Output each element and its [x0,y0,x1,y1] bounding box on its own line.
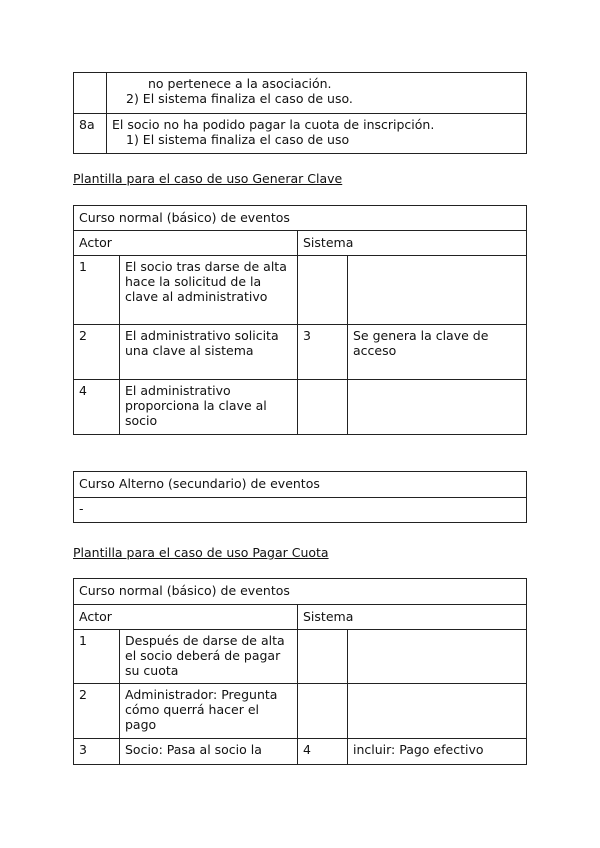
actor-step-number: 3 [74,739,120,765]
section-title-pagar-cuota: Plantilla para el caso de uso Pagar Cuota [73,545,329,560]
actor-header: Actor [74,605,298,630]
course-header: Curso normal (básico) de eventos [74,579,527,605]
alterno-value: - [74,498,527,523]
section-title-generar-clave: Plantilla para el caso de uso Generar Clave [73,171,343,186]
step-number: 8a [74,114,107,154]
course-header: Curso normal (básico) de eventos [74,206,527,231]
table-row [74,256,527,325]
text-line: El socio no ha podido pagar la cuota de inscripción. [112,117,435,132]
step-text [107,73,527,114]
system-step-text [348,380,527,435]
system-step-text [348,684,527,739]
system-step-number [298,630,348,684]
top-flow-table [73,72,527,154]
actor-step-number: 2 [74,325,120,380]
actor-step-number: 2 [74,684,120,739]
table-row [74,114,527,154]
table-header-row [74,605,527,630]
system-header: Sistema [298,605,527,630]
text-line: 1) El sistema finaliza el caso de uso [126,132,350,147]
system-header: Sistema [298,231,527,256]
table-row [74,630,527,684]
actor-step-number: 1 [74,630,120,684]
text-line: 2) El sistema finaliza el caso de uso. [126,91,353,106]
system-step-number [298,256,348,325]
system-step-number [298,380,348,435]
table-row [74,380,527,435]
system-step-text: incluir: Pago efectivo [348,739,527,765]
pagar-normal-table [73,578,527,765]
step-text [107,114,527,154]
actor-step-text: El administrativo proporciona la clave al socio [120,380,298,435]
table-header-row [74,206,527,231]
system-step-number [298,684,348,739]
course-header: Curso Alterno (secundario) de eventos [74,472,527,498]
table-row [74,684,527,739]
system-step-text [348,256,527,325]
actor-step-text: Administrador: Pregunta cómo querrá hacer el pago [120,684,298,739]
table-row [74,73,527,114]
table-header-row [74,579,527,605]
text-line: no pertenece a la asociación. [148,76,332,91]
system-step-text: Se genera la clave de acceso [348,325,527,380]
actor-step-text: Socio: Pasa al socio la [120,739,298,765]
table-row [74,498,527,523]
generar-alterno-table [73,471,527,523]
actor-step-text: Después de darse de alta el socio deberá de pagar su cuota [120,630,298,684]
system-step-text [348,630,527,684]
actor-step-text: El administrativo solicita una clave al sistema [120,325,298,380]
system-step-number: 3 [298,325,348,380]
actor-step-text: El socio tras darse de alta hace la solicitud de la clave al administrativo [120,256,298,325]
table-header-row [74,472,527,498]
table-row [74,325,527,380]
table-header-row [74,231,527,256]
generar-normal-table [73,205,527,435]
actor-header: Actor [74,231,298,256]
actor-step-number: 1 [74,256,120,325]
table-row [74,739,527,765]
actor-step-number: 4 [74,380,120,435]
system-step-number: 4 [298,739,348,765]
step-number [74,73,107,114]
